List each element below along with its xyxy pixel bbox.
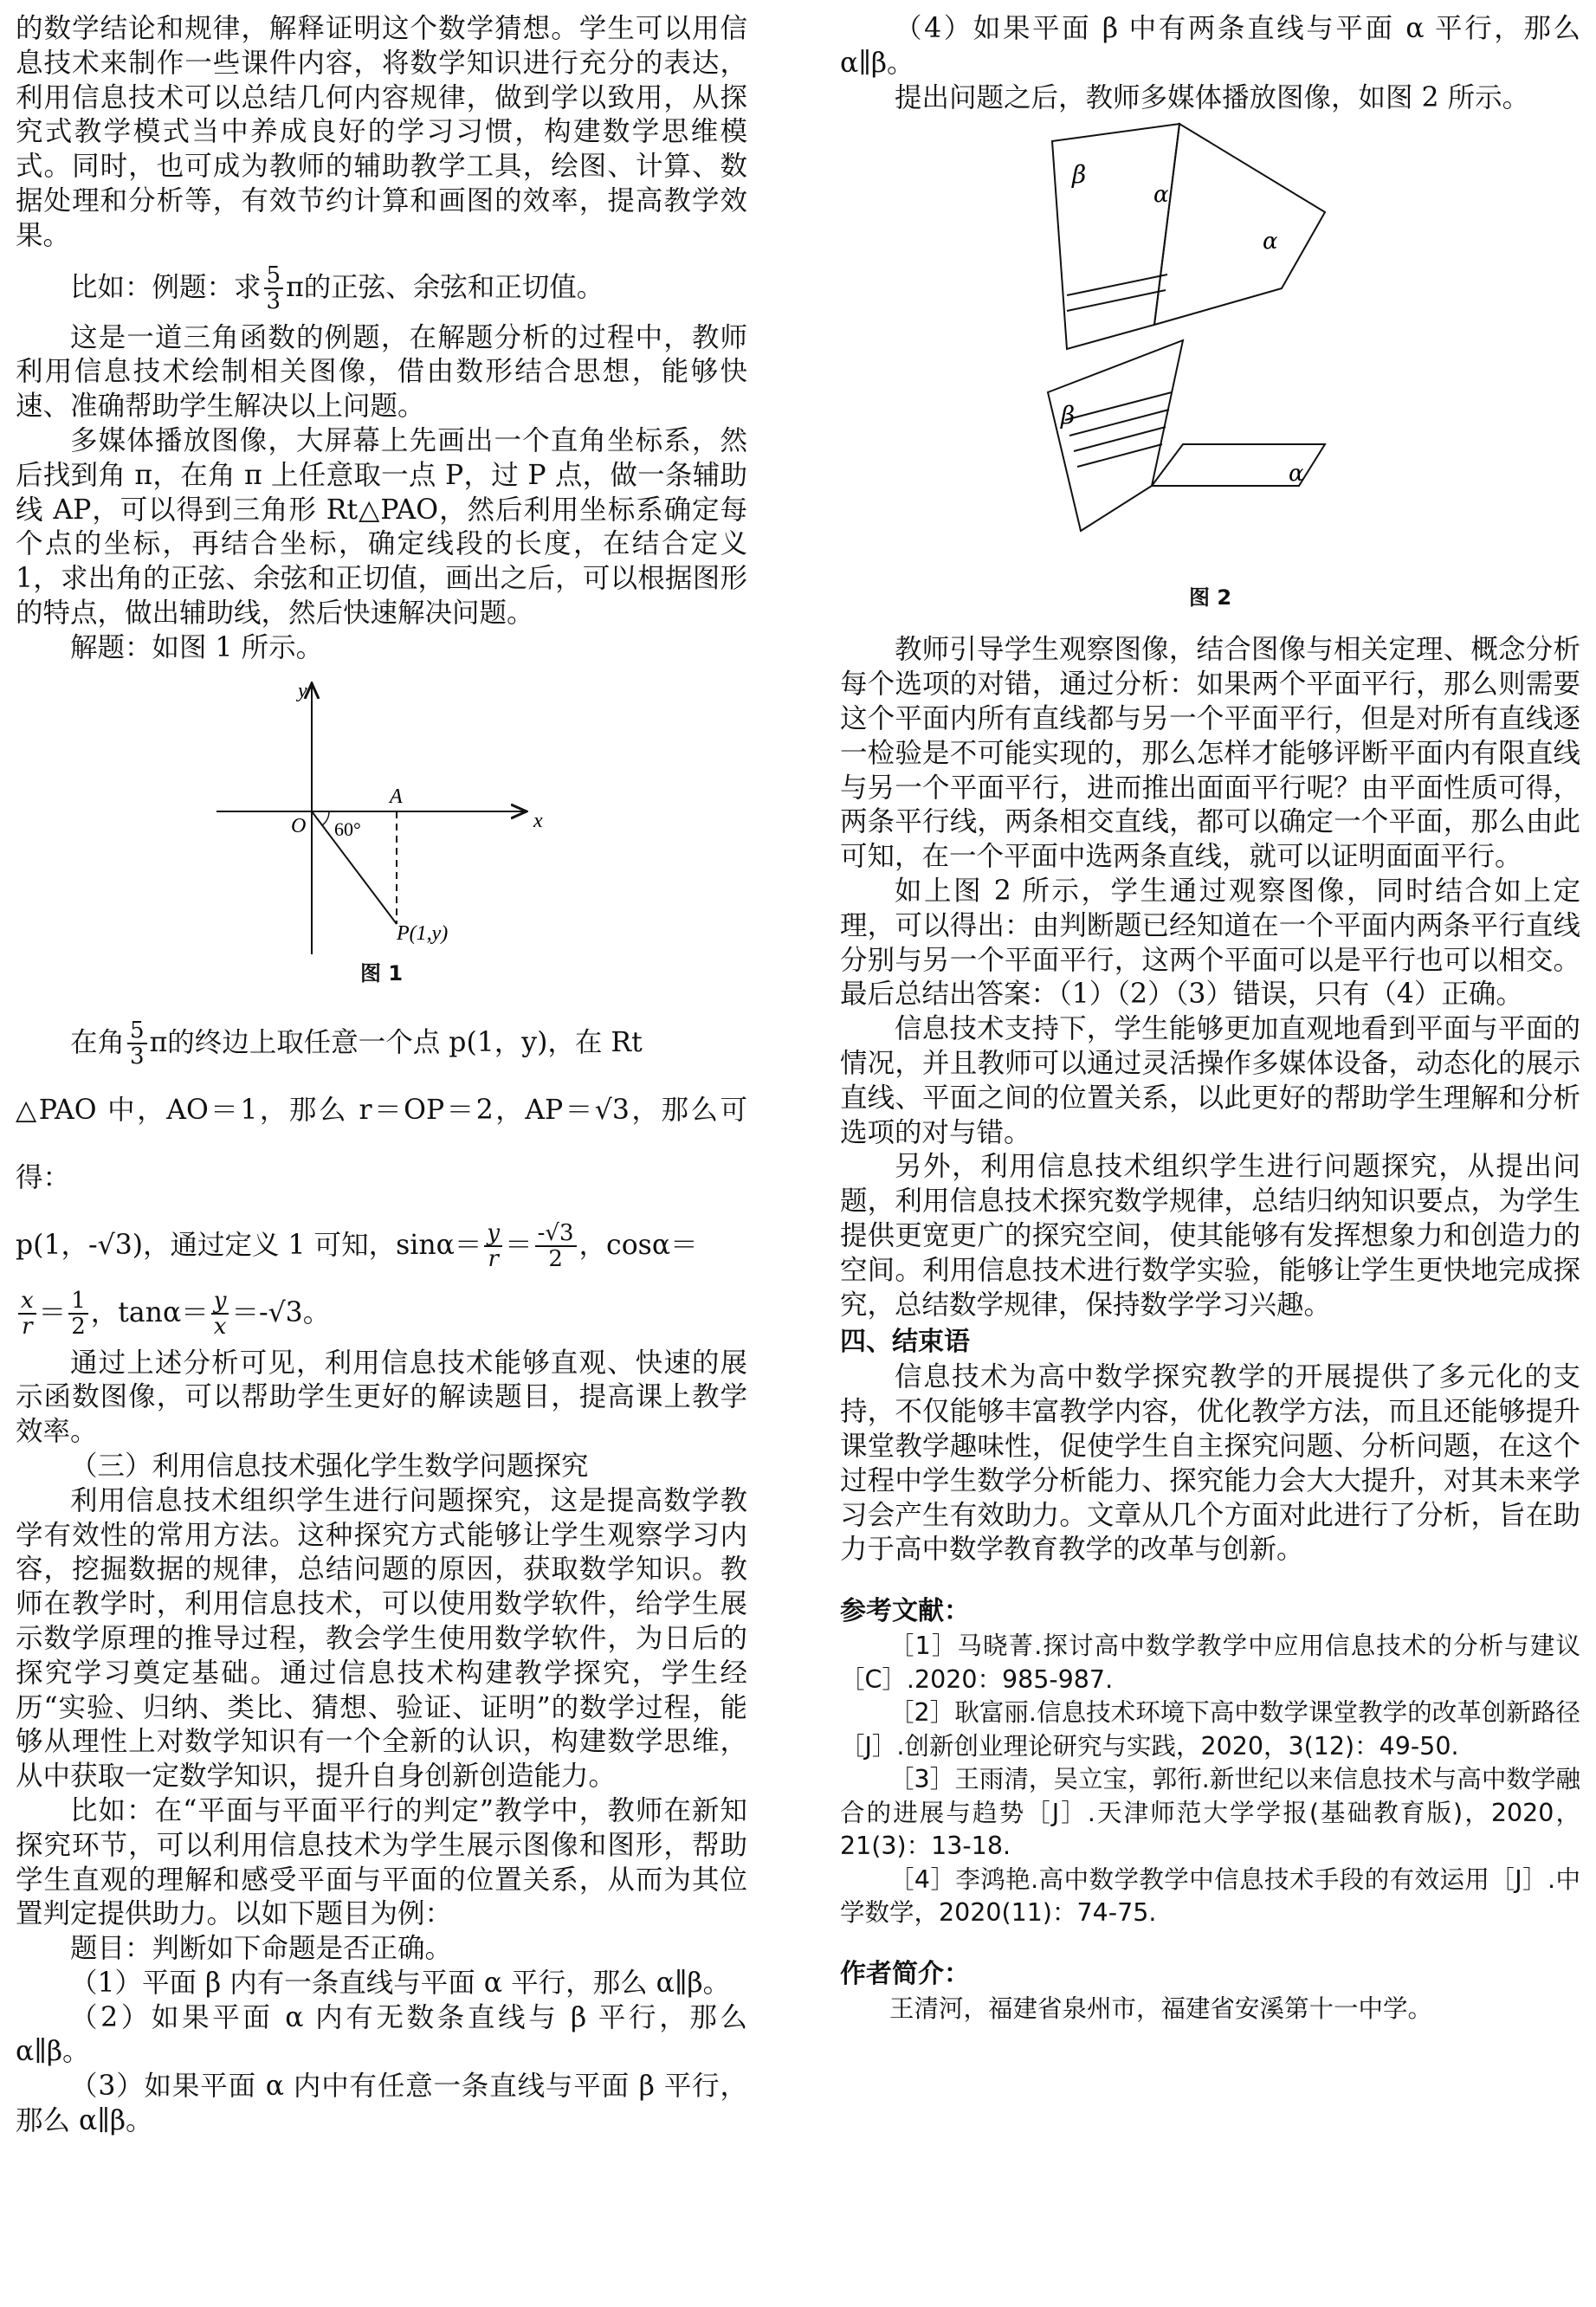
fraction: $\frac{y}{r}$ <box>484 1221 502 1271</box>
bottom-planes <box>1048 340 1325 531</box>
plane-beta-top <box>1052 124 1179 349</box>
author-bio: 王清河，福建省泉州市，福建省安溪第十一中学。 <box>889 1994 1433 2023</box>
paragraph: 这是一道三角函数的例题，在解题分析的过程中，教师利用信息技术绘制相关图像，借由数形结合思想，能够快速、准确帮助学生解决以上问题。 <box>16 321 747 423</box>
figure-2 <box>840 115 1580 611</box>
fraction: $\frac{5}{3}$ <box>127 1018 147 1069</box>
paragraph: 教师引导学生观察图像，结合图像与相关定理、概念分析每个选项的对错，通过分析：如果两个平面平行，那么则需要这个平面内所有直线都与另一个平面平行，但是对所有直线逐一检验是不可能实现的，那么怎样才能够评断平面内有限直线与另一个平面平行，进而推出面面平行呢？由平面性质可得，两条平行线，两条相交直线，都可以确定一个平面，那么由此可知，在一个平面中选两条直线，就可以证明面面平行。 <box>840 634 1580 873</box>
paragraph: 利用信息技术组织学生进行问题探究，这是提高数学教学有效性的常用方法。这种探究方式能够让学生观察学习内容，挖掘数据的规律，总结问题的原因，获取数学知识。教师在教学时，利用信息技术，可以使用数学软件，给学生展示数学原理的推导过程，教会学生使用数学软件，为日后的探究学习奠定基础。通过信息技术构建教学探究，学生经历“实验、归纳、类比、猜想、验证、证明”的数学过程，能够从理性上对数学知识有一个全新的认识，构建数学思维，从中获取一定数学知识，提升自身创新创造能力。 <box>16 1484 747 1793</box>
point-p-label: P(1,y) <box>397 921 449 945</box>
right-column <box>840 12 1580 2026</box>
alpha-label: α <box>1263 229 1278 255</box>
paragraph: 另外，利用信息技术组织学生进行问题探究，从提出问题，利用信息技术探究数学规律，总结归纳知识要点，为学生提供更宽更广的探究空间，使其能够有发挥想象力和创造力的空间。利用信息技术进行数学实验，能够让学生更快地完成探究，总结数学规律，保持数学学习兴趣。 <box>840 1151 1580 1321</box>
origin-label: O <box>291 814 307 837</box>
author-heading: 作者简介： <box>840 1958 970 1989</box>
question-item: （3）如果平面 α 内中有任意一条直线与平面 β 平行，那么 α∥β。 <box>16 2071 747 2137</box>
example-line: 比如：例题：求 $\frac{5}{3}$ π的正弦、余弦和正切值。 <box>70 262 604 315</box>
figure-1 <box>16 666 747 986</box>
reference-item: ［1］马晓菁.探讨高中数学教学中应用信息技术的分析与建议［C］.2020：985-987. <box>840 1632 1580 1694</box>
y-label: y <box>298 679 307 702</box>
paragraph: 多媒体播放图像，大屏幕上先画出一个直角坐标系，然后找到角 π，在角 π 上任意取一点 P，过 P 点，做一条辅助线 AP，可以得到三角形 Rt△PAO，然后利用坐标系确定每个点的坐标，再结合坐标，确定线段的长度，在结合定义 1，求出角的正弦、余弦和正切值，画出之后，可以根据图形的特点，做出辅助线，然后快速解决问题。 <box>16 424 747 629</box>
paragraph: 通过上述分析可见，利用信息技术能够直观、快速的展示函数图像，可以帮助学生更好的解读题目，提高课上教学效率。 <box>16 1347 747 1448</box>
line-in-beta <box>1067 290 1166 311</box>
plane-beta-bottom <box>1048 340 1183 531</box>
paragraph: 解题：如图 1 所示。 <box>70 631 324 663</box>
top-planes <box>1052 124 1325 349</box>
references-heading: 参考文献： <box>840 1596 970 1627</box>
line-in-beta <box>1069 410 1169 436</box>
fraction: $\frac{y}{x}$ <box>211 1289 229 1339</box>
question-item: （4）如果平面 β 中有两条直线与平面 α 平行，那么 α∥β。 <box>840 13 1580 79</box>
question-item: （1）平面 β 内有一条直线与平面 α 平行，那么 α∥β。 <box>70 1967 731 1999</box>
references-list <box>840 1630 1580 1930</box>
fraction: $\frac{-√3}{2}$ <box>535 1221 577 1271</box>
fraction: $\frac{5}{3}$ <box>264 263 284 313</box>
planes-diagram <box>840 115 1580 583</box>
alpha-label: α <box>1153 182 1169 209</box>
subsection-heading: （三）利用信息技术强化学生数学问题探究 <box>70 1450 589 1482</box>
beta-label: β <box>1072 160 1087 190</box>
line-in-beta <box>1065 392 1172 420</box>
reference-item: ［2］耿富丽.信息技术环境下高中数学课堂教学的改革创新路径［J］.创新创业理论研究与实践，2020，3(12)：49-50. <box>840 1698 1580 1761</box>
solution-line: p(1，-√3)，通过定义 1 可知，sinα＝ $\frac{y}{r}$ ＝ $\frac{-√3}{2}$ ，cosα＝ <box>16 1220 698 1273</box>
angle-label: 60° <box>334 817 361 840</box>
solution-line: $\frac{x}{r}$ ＝ $\frac{1}{2}$ ，tanα＝ $\frac{y}{x}$ ＝-√3。 <box>16 1279 747 1347</box>
coordinate-diagram <box>16 666 747 959</box>
paragraph: 信息技术支持下，学生能够更加直观地看到平面与平面的情况，并且教师可以通过灵活操作多媒体设备，动态化的展示直线、平面之间的位置关系，以此更好的帮助学生理解和分析选项的对与错。 <box>840 1013 1580 1148</box>
reference-item: ［4］李鸿艳.高中数学教学中信息技术手段的有效运用［J］.中学数学，2020(11)：74-75. <box>840 1864 1580 1928</box>
fraction: $\frac{1}{2}$ <box>68 1289 88 1339</box>
question-item: （2）如果平面 α 内有无数条直线与 β 平行，那么 α∥β。 <box>16 2001 747 2068</box>
figure-caption: 图 1 <box>359 960 404 985</box>
beta-label: β <box>1061 401 1076 430</box>
paragraph: 题目：判断如下命题是否正确。 <box>70 1933 453 1965</box>
paragraph: 信息技术为高中数学探究教学的开展提供了多元化的支持，不仅能够丰富教学内容，优化教学方法，而且还能够提升课堂教学趣味性，促使学生自主探究问题、分析问题，在这个过程中学生数学分析能力、探究能力会大大提升，对其未来学习会产生有效助力。文章从几个方面对此进行了分析，旨在助力于高中数学教育教学的改革与创新。 <box>840 1361 1580 1566</box>
x-label: x <box>533 809 543 832</box>
point-a-label: A <box>390 785 403 808</box>
figure-caption: 图 2 <box>1188 585 1232 611</box>
fraction: $\frac{x}{r}$ <box>18 1289 36 1339</box>
paragraph: 的数学结论和规律，解释证明这个数学猜想。学生可以用信息技术来制作一些课件内容，将数学知识进行充分的表达，利用信息技术可以总结几何内容规律，做到学以致用，从探究式教学模式当中养成良好的学习习惯，构建数学思维模式。同时，也可成为教师的辅助教学工具，绘图、计算、数据处理和分析等，有效节约计算和画图的效率，提高教学效果。 <box>16 13 747 251</box>
paragraph: 提出问题之后，教师多媒体播放图像，如图 2 所示。 <box>895 81 1530 113</box>
section-heading: 四、结束语 <box>840 1327 970 1358</box>
plane-alpha-top <box>1154 124 1325 325</box>
paragraph: 比如：在“平面与平面平行的判定”教学中，教师在新知探究环节，可以利用信息技术为学生展示图像和图形，帮助学生直观的理解和感受平面与平面的位置关系，从而为其位置判定提供助力。以如下题目为例： <box>16 1794 747 1930</box>
left-column <box>16 12 747 2139</box>
alpha-label: α <box>1289 461 1304 488</box>
solution <box>16 1009 747 1347</box>
angle-arc <box>322 811 329 825</box>
paragraph: 如上图 2 所示，学生通过观察图像，同时结合如上定理，可以得出：由判断题已经知道在一个平面内两条平行直线分别与另一个平面平行，这两个平面可以是平行也可以相交。最后总结出答案：（1）（2）（3）错误，只有（4）正确。 <box>840 875 1580 1011</box>
solution-line: △PAO 中，AO＝1，那么 r＝OP＝2，AP＝√3，那么可得： <box>16 1094 747 1193</box>
reference-item: ［3］王雨清，吴立宝，郭衎.新世纪以来信息技术与高中数学融合的进展与趋势［J］.天津师范大学学报(基础教育版)，2020，21(3)：13-18. <box>840 1765 1580 1861</box>
solution-line: 在角 $\frac{5}{3}$ π的终边上取任意一个点 p(1，y)，在 Rt <box>70 1018 643 1070</box>
